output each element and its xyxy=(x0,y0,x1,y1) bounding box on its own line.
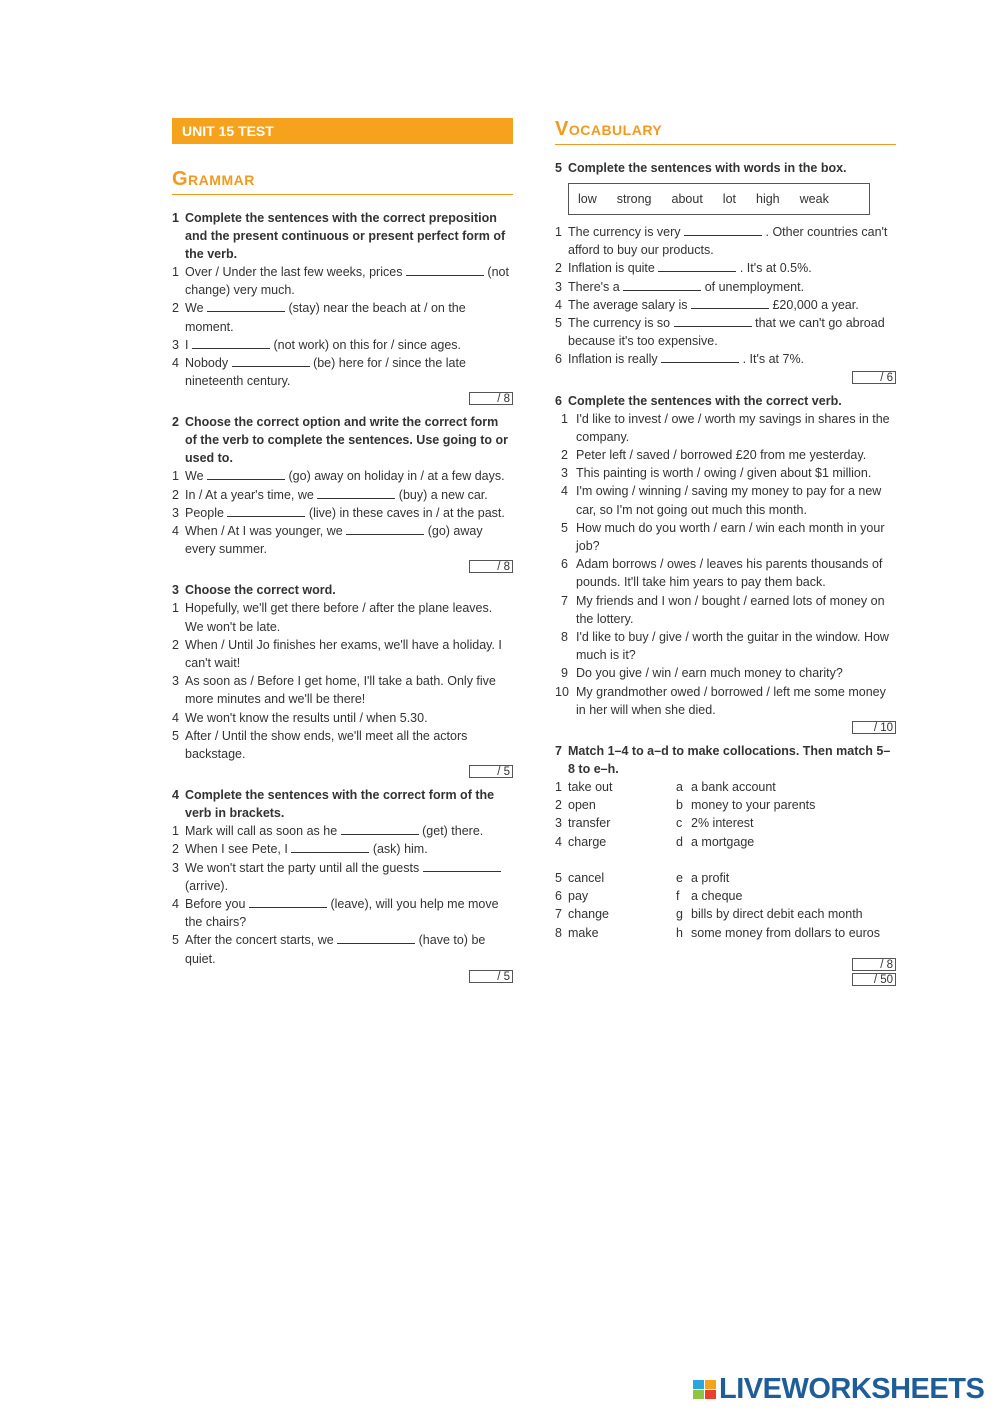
match-right xyxy=(676,924,880,942)
item-text-before: We xyxy=(185,469,204,484)
match-term: change xyxy=(568,907,610,922)
item-text-after: (go) away every summer. xyxy=(185,524,483,557)
answer-blank[interactable] xyxy=(674,316,752,327)
exercise-1-instruction: 1 Complete the sentences with the correct preposition and the present continuous or present perfect form of the verb. xyxy=(172,211,506,261)
liveworksheets-logo[interactable] xyxy=(693,1374,984,1404)
match-right xyxy=(676,833,754,851)
match-right xyxy=(676,869,729,887)
item-text: We won't know the results until / when 5.30. xyxy=(185,710,428,725)
item-text: This painting is worth / owing / given about $1 million. xyxy=(576,466,872,481)
item-text-before: We won't start the party until all the guests xyxy=(185,860,420,875)
match-phrase: a mortgage xyxy=(691,834,755,849)
item-text-before: Before you xyxy=(185,897,246,912)
item-text: I'd like to buy / give / worth the guitar in the window. How much is it? xyxy=(576,630,889,663)
item-number: 2 xyxy=(555,798,562,813)
exercise-2-items xyxy=(172,467,513,558)
answer-blank[interactable] xyxy=(207,469,285,480)
item-number: 3 xyxy=(172,337,179,352)
exercise-5-instruction: 5 Complete the sentences with words in the box. xyxy=(555,161,847,175)
match-left xyxy=(555,905,676,923)
item-text-after: (have to) be quiet. xyxy=(185,933,486,966)
item-text: How much do you worth / earn / win each month in your job? xyxy=(576,520,885,554)
answer-blank[interactable] xyxy=(249,897,327,908)
item-text-before: Inflation is really xyxy=(568,352,658,367)
exercise-6-items xyxy=(555,410,896,719)
list-item xyxy=(555,446,896,464)
match-phrase: some money from dollars to euros xyxy=(691,925,880,940)
item-text: I'd like to invest / owe / worth my savings in shares in the company. xyxy=(576,411,890,444)
item-number: 1 xyxy=(172,824,179,839)
item-text-after: . Other countries can't afford to buy our products. xyxy=(568,225,888,258)
match-phrase: 2% interest xyxy=(691,816,754,831)
item-number: 1 xyxy=(172,469,179,484)
list-item xyxy=(172,895,513,931)
item-text-before: We xyxy=(185,301,204,316)
item-number: 8 xyxy=(561,630,568,645)
item-text-before: When I see Pete, I xyxy=(185,842,288,857)
exercise-3-items xyxy=(172,599,513,763)
match-row xyxy=(555,778,896,796)
item-text-after: (not work) on this for / since ages. xyxy=(273,337,462,352)
list-item xyxy=(555,628,896,664)
list-item xyxy=(555,664,896,682)
answer-blank[interactable] xyxy=(317,488,395,499)
list-item xyxy=(172,840,513,858)
item-text-before: The currency is so xyxy=(568,316,671,331)
match-row xyxy=(555,814,896,832)
exercise-7-score: / 8 xyxy=(555,958,896,971)
item-text-before: People xyxy=(185,505,224,520)
exercise-1-items xyxy=(172,263,513,390)
item-number: 2 xyxy=(172,487,179,502)
item-text-after: (get) there. xyxy=(422,824,484,839)
exercise-1-score: / 8 xyxy=(172,392,513,405)
total-score: / 50 xyxy=(555,973,896,986)
list-item xyxy=(555,350,896,368)
item-number: 4 xyxy=(555,297,562,312)
answer-blank[interactable] xyxy=(658,261,736,272)
item-text-after: (not change) very much. xyxy=(185,265,509,298)
answer-blank[interactable] xyxy=(623,280,701,291)
match-left xyxy=(555,924,676,942)
exercise-7-group-2 xyxy=(555,869,896,942)
item-number: 4 xyxy=(172,897,179,912)
answer-blank[interactable] xyxy=(423,861,501,872)
match-letter: f xyxy=(676,889,680,904)
item-number: 4 xyxy=(555,834,562,849)
match-term: transfer xyxy=(568,816,611,831)
exercise-2-score: / 8 xyxy=(172,560,513,573)
exercise-3-score: / 5 xyxy=(172,765,513,778)
item-number: 6 xyxy=(555,889,562,904)
item-text-after: that we can't go abroad because it's too expensive. xyxy=(568,316,885,349)
match-row xyxy=(555,887,896,905)
logo-text: LIVEWORKSHEETS xyxy=(719,1372,985,1405)
match-phrase: a profit xyxy=(691,870,730,885)
unit-banner: UNIT 15 TEST xyxy=(172,118,513,144)
list-item xyxy=(172,672,513,708)
list-item xyxy=(172,522,513,558)
match-left xyxy=(555,869,676,887)
match-phrase: bills by direct debit each month xyxy=(691,907,863,922)
match-left xyxy=(555,814,676,832)
list-item xyxy=(172,467,513,485)
list-item xyxy=(555,410,896,446)
match-right xyxy=(676,887,742,905)
item-number: 3 xyxy=(555,816,562,831)
answer-blank[interactable] xyxy=(227,506,305,517)
match-term: charge xyxy=(568,834,607,849)
item-text-before: Mark will call as soon as he xyxy=(185,824,338,839)
item-text: I'm owing / winning / saving my money to pay for a new car, so I'm not going out much this month. xyxy=(576,484,882,517)
match-left xyxy=(555,778,676,796)
item-number: 3 xyxy=(172,505,179,520)
match-letter: a xyxy=(676,780,683,795)
list-item xyxy=(172,504,513,522)
match-right xyxy=(676,814,754,832)
match-left xyxy=(555,887,676,905)
match-phrase: a bank account xyxy=(691,780,776,795)
item-text-after: (stay) near the beach at / on the moment. xyxy=(185,301,466,334)
item-text: Do you give / win / earn much money to charity? xyxy=(576,666,843,681)
item-number: 2 xyxy=(172,301,179,316)
match-right xyxy=(676,796,815,814)
item-number: 1 xyxy=(555,780,562,795)
item-number: 10 xyxy=(555,684,569,699)
answer-blank[interactable] xyxy=(661,352,739,363)
item-text-before: When / At I was younger, we xyxy=(185,524,343,539)
match-row xyxy=(555,833,896,851)
match-letter: c xyxy=(676,816,683,831)
item-text-after: (buy) a new car. xyxy=(398,487,488,502)
box-word: weak xyxy=(799,192,829,206)
item-text: When / Until Jo finishes her exams, we'll have a holiday. I can't wait! xyxy=(185,637,502,671)
list-item xyxy=(172,336,513,354)
list-item xyxy=(172,931,513,967)
left-column xyxy=(172,118,513,983)
match-left xyxy=(555,833,676,851)
item-number: 1 xyxy=(172,601,179,616)
item-number: 6 xyxy=(555,352,562,367)
list-item xyxy=(172,299,513,335)
item-number: 2 xyxy=(172,842,179,857)
match-phrase: money to your parents xyxy=(691,798,816,813)
item-number: 2 xyxy=(172,637,179,652)
item-text-after: (be) here for / since the late nineteenth century. xyxy=(185,356,466,389)
item-number: 5 xyxy=(555,870,562,885)
list-item xyxy=(555,259,896,277)
right-column xyxy=(555,118,896,986)
item-text-after: . It's at 7%. xyxy=(742,352,805,367)
match-letter: g xyxy=(676,907,683,922)
item-text-after: of unemployment. xyxy=(704,279,805,294)
item-text-after: £20,000 a year. xyxy=(772,297,859,312)
item-number: 4 xyxy=(172,710,179,725)
item-text: Hopefully, we'll get there before / after the plane leaves. We won't be late. xyxy=(185,601,493,634)
item-text: Peter left / saved / borrowed £20 from me yesterday. xyxy=(576,448,867,463)
match-letter: h xyxy=(676,925,683,940)
item-text-before: The average salary is xyxy=(568,297,688,312)
list-item xyxy=(555,683,896,719)
list-item xyxy=(555,555,896,591)
match-row xyxy=(555,869,896,887)
answer-blank[interactable] xyxy=(192,338,270,349)
match-right xyxy=(676,778,776,796)
box-word: lot xyxy=(722,192,736,206)
item-number: 3 xyxy=(172,674,179,689)
answer-blank[interactable] xyxy=(337,933,415,944)
item-number: 8 xyxy=(555,925,562,940)
answer-blank[interactable] xyxy=(691,298,769,309)
list-item xyxy=(172,822,513,840)
grammar-title: Grammar xyxy=(172,168,513,195)
box-word: low xyxy=(578,192,597,206)
item-number: 1 xyxy=(561,411,568,426)
item-text-before: The currency is very xyxy=(568,225,681,239)
item-number: 9 xyxy=(561,666,568,681)
item-number: 4 xyxy=(172,356,179,371)
list-item xyxy=(172,263,513,299)
match-letter: d xyxy=(676,834,683,849)
list-item xyxy=(172,486,513,504)
item-number: 5 xyxy=(555,316,562,331)
item-number: 2 xyxy=(555,261,562,276)
item-text: Adam borrows / owes / leaves his parents thousands of pounds. It'll take him years to pay them back. xyxy=(576,557,883,590)
answer-blank[interactable] xyxy=(346,524,424,535)
exercise-2-instruction: 2 Choose the correct option and write the correct form of the verb to complete the sentences. Use going to or used to. xyxy=(172,415,508,466)
vocabulary-title: Vocabulary xyxy=(555,118,896,145)
item-text-before: Nobody xyxy=(185,356,229,371)
match-phrase: a cheque xyxy=(691,889,743,904)
exercise-4-instruction: 4 Complete the sentences with the correct form of the verb in brackets. xyxy=(172,788,495,821)
exercise-5-score: / 6 xyxy=(555,371,896,384)
item-text-after: (ask) him. xyxy=(372,842,428,857)
match-term: open xyxy=(568,798,596,813)
match-row xyxy=(555,905,896,923)
item-number: 6 xyxy=(561,557,568,572)
list-item xyxy=(555,519,896,555)
item-text-before: There's a xyxy=(568,279,620,294)
match-left xyxy=(555,796,676,814)
list-item xyxy=(555,592,896,628)
match-right xyxy=(676,905,863,923)
exercise-6-score: / 10 xyxy=(555,721,896,734)
list-item xyxy=(172,599,513,635)
exercise-7-instruction: 7 Match 1–4 to a–d to make collocations. Then match 5–8 to e–h. xyxy=(555,744,891,777)
match-letter: e xyxy=(676,870,683,885)
item-number: 7 xyxy=(561,593,568,608)
item-number: 1 xyxy=(555,225,562,239)
answer-blank[interactable] xyxy=(341,824,419,835)
item-text-before: In / At a year's time, we xyxy=(185,487,314,502)
match-letter: b xyxy=(676,798,683,813)
exercise-3-instruction: 3 Choose the correct word. xyxy=(172,583,336,598)
list-item xyxy=(555,314,896,350)
box-word: high xyxy=(756,192,780,206)
list-item xyxy=(172,709,513,727)
item-number: 4 xyxy=(172,524,179,539)
item-text: My grandmother owed / borrowed / left me some money in her will when she died. xyxy=(576,684,886,717)
list-item xyxy=(555,278,896,296)
item-number: 1 xyxy=(172,265,179,279)
word-box xyxy=(568,183,870,215)
match-term: make xyxy=(568,925,599,940)
item-number: 5 xyxy=(172,933,179,948)
item-text-after: (leave), will you help me move the chairs? xyxy=(185,897,499,930)
list-item xyxy=(172,859,513,895)
item-number: 2 xyxy=(561,448,568,463)
item-text: After / Until the show ends, we'll meet all the actors backstage. xyxy=(185,728,468,762)
item-number: 3 xyxy=(561,466,568,481)
answer-blank[interactable] xyxy=(232,356,310,367)
item-number: 3 xyxy=(172,860,179,875)
list-item xyxy=(172,354,513,390)
list-item xyxy=(555,464,896,482)
item-text-after: (go) away on holiday in / at a few days. xyxy=(288,469,505,484)
item-number: 5 xyxy=(172,728,179,743)
item-number: 5 xyxy=(561,520,568,535)
exercise-4-score: / 5 xyxy=(172,970,513,983)
list-item xyxy=(555,223,896,259)
answer-blank[interactable] xyxy=(406,265,484,276)
item-text-before: Over / Under the last few weeks, prices xyxy=(185,265,403,279)
item-number: 4 xyxy=(561,484,568,499)
item-number: 3 xyxy=(555,279,562,294)
answer-blank[interactable] xyxy=(291,842,369,853)
list-item xyxy=(555,296,896,314)
item-text: As soon as / Before I get home, I'll take a bath. Only five more minutes and we'll be there! xyxy=(185,674,496,707)
item-text-before: I xyxy=(185,337,189,352)
exercise-4-items xyxy=(172,822,513,968)
item-text: My friends and I won / bought / earned lots of money on the lottery. xyxy=(576,593,885,626)
match-row xyxy=(555,796,896,814)
list-item xyxy=(555,482,896,518)
item-number: 7 xyxy=(555,907,562,922)
box-word: about xyxy=(671,192,703,206)
answer-blank[interactable] xyxy=(207,301,285,312)
item-text-after: (live) in these caves in / at the past. xyxy=(308,505,505,520)
match-term: take out xyxy=(568,780,613,795)
list-item xyxy=(172,727,513,763)
match-row xyxy=(555,924,896,942)
match-term: cancel xyxy=(568,870,605,885)
exercise-5-items xyxy=(555,223,896,369)
item-text-after: (arrive). xyxy=(185,878,229,893)
list-item xyxy=(172,636,513,672)
answer-blank[interactable] xyxy=(684,225,762,236)
item-text-before: Inflation is quite xyxy=(568,261,655,276)
exercise-7-group-1 xyxy=(555,778,896,851)
item-text-before: After the concert starts, we xyxy=(185,933,334,948)
exercise-6-instruction: 6 Complete the sentences with the correct verb. xyxy=(555,393,842,408)
item-text-after: . It's at 0.5%. xyxy=(739,261,812,276)
box-word: strong xyxy=(616,192,652,206)
logo-mark-icon xyxy=(693,1380,716,1399)
match-term: pay xyxy=(568,889,589,904)
